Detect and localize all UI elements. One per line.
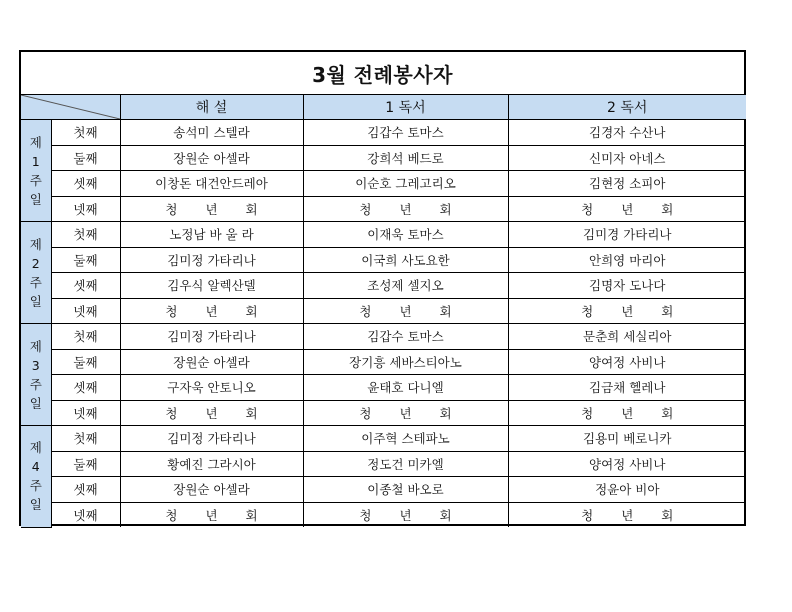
commentary-cell: 이창돈 대건안드레아 xyxy=(120,171,303,197)
week-label-char: 일 xyxy=(29,293,42,309)
column-header-reading-2: 2 독서 xyxy=(508,95,746,120)
week-label-char: 1 xyxy=(31,153,40,169)
reading-2-cell: 문춘희 세실리아 xyxy=(508,324,746,350)
ordinal-cell: 셋째 xyxy=(51,171,120,197)
reading-2-cell: 김경자 수산나 xyxy=(508,120,746,146)
reading-1-cell: 청년회 xyxy=(303,502,508,527)
ordinal-cell: 첫째 xyxy=(51,120,120,146)
reading-1-cell: 이국희 사도요한 xyxy=(303,247,508,273)
ordinal-cell: 셋째 xyxy=(51,273,120,299)
week-label-char: 2 xyxy=(31,255,40,271)
commentary-cell: 노정남 바 울 라 xyxy=(120,222,303,248)
table-row xyxy=(21,349,746,375)
reading-1-cell: 김갑수 토마스 xyxy=(303,120,508,146)
table-row xyxy=(21,426,746,452)
ordinal-cell: 첫째 xyxy=(51,324,120,350)
diagonal-line xyxy=(21,95,120,119)
reading-1-cell: 윤태호 다니엘 xyxy=(303,375,508,401)
commentary-cell: 황예진 그라시아 xyxy=(120,451,303,477)
table-row xyxy=(21,451,746,477)
reading-2-cell: 신미자 아네스 xyxy=(508,145,746,171)
week-label-char: 제 xyxy=(29,440,42,456)
commentary-cell: 장원순 아셀라 xyxy=(120,349,303,375)
column-header-reading-1: 1 독서 xyxy=(303,95,508,120)
ordinal-cell: 첫째 xyxy=(51,426,120,452)
reading-2-cell: 양여정 사비나 xyxy=(508,451,746,477)
reading-1-cell: 김갑수 토마스 xyxy=(303,324,508,350)
ordinal-cell: 둘째 xyxy=(51,247,120,273)
reading-1-cell: 이순호 그레고리오 xyxy=(303,171,508,197)
week-label xyxy=(21,222,51,324)
ordinal-cell: 둘째 xyxy=(51,451,120,477)
ordinal-cell: 둘째 xyxy=(51,349,120,375)
reading-1-cell: 정도건 미카엘 xyxy=(303,451,508,477)
reading-2-cell: 청년회 xyxy=(508,298,746,324)
ordinal-cell: 셋째 xyxy=(51,477,120,503)
commentary-cell: 구자욱 안토니오 xyxy=(120,375,303,401)
week-label-char: 제 xyxy=(29,338,42,354)
reading-2-cell: 김용미 베로니카 xyxy=(508,426,746,452)
commentary-cell: 장원순 아셀라 xyxy=(120,145,303,171)
reading-2-cell: 안희영 마리아 xyxy=(508,247,746,273)
week-label-char: 일 xyxy=(29,395,42,411)
commentary-cell: 김미정 가타리나 xyxy=(120,247,303,273)
reading-2-cell: 청년회 xyxy=(508,400,746,426)
week-label-char: 일 xyxy=(29,191,42,207)
commentary-cell: 청년회 xyxy=(120,502,303,527)
reading-2-cell: 김미경 가타리나 xyxy=(508,222,746,248)
table-row xyxy=(21,375,746,401)
header-row xyxy=(21,95,746,120)
week-label-char: 제 xyxy=(29,134,42,150)
table-row xyxy=(21,222,746,248)
table-row xyxy=(21,298,746,324)
ordinal-cell: 첫째 xyxy=(51,222,120,248)
week-label-char: 주 xyxy=(29,478,42,494)
reading-2-cell: 정윤아 비아 xyxy=(508,477,746,503)
reading-1-cell: 청년회 xyxy=(303,196,508,222)
reading-1-cell: 청년회 xyxy=(303,298,508,324)
commentary-cell: 김미정 가타리나 xyxy=(120,324,303,350)
reading-1-cell: 이종철 바오로 xyxy=(303,477,508,503)
table-row xyxy=(21,120,746,146)
week-label-char: 주 xyxy=(29,172,42,188)
table-row xyxy=(21,502,746,527)
table-row xyxy=(21,477,746,503)
table-row xyxy=(21,273,746,299)
week-label xyxy=(21,120,51,222)
schedule-table xyxy=(21,95,746,528)
week-label-char: 일 xyxy=(29,497,42,513)
ordinal-cell: 넷째 xyxy=(51,502,120,527)
week-label-char: 4 xyxy=(31,459,40,475)
commentary-cell: 청년회 xyxy=(120,196,303,222)
commentary-cell: 김미정 가타리나 xyxy=(120,426,303,452)
week-label-char: 주 xyxy=(29,376,42,392)
corner-cell xyxy=(21,95,120,120)
reading-1-cell: 이재욱 토마스 xyxy=(303,222,508,248)
week-label-char: 주 xyxy=(29,274,42,290)
commentary-cell: 청년회 xyxy=(120,298,303,324)
ordinal-cell: 둘째 xyxy=(51,145,120,171)
commentary-cell: 장원순 아셀라 xyxy=(120,477,303,503)
week-label xyxy=(21,324,51,426)
table-row xyxy=(21,196,746,222)
page-title: 3월 전례봉사자 xyxy=(21,52,744,95)
reading-2-cell: 김금채 헬레나 xyxy=(508,375,746,401)
table-row xyxy=(21,324,746,350)
table-row xyxy=(21,400,746,426)
ordinal-cell: 셋째 xyxy=(51,375,120,401)
table-row xyxy=(21,171,746,197)
reading-2-cell: 양여정 사비나 xyxy=(508,349,746,375)
ordinal-cell: 넷째 xyxy=(51,196,120,222)
commentary-cell: 송석미 스텔라 xyxy=(120,120,303,146)
reading-2-cell: 청년회 xyxy=(508,196,746,222)
week-label xyxy=(21,426,51,528)
table-row xyxy=(21,247,746,273)
reading-2-cell: 김현정 소피아 xyxy=(508,171,746,197)
reading-2-cell: 청년회 xyxy=(508,502,746,527)
week-label-char: 3 xyxy=(31,357,40,373)
reading-1-cell: 조성제 셀지오 xyxy=(303,273,508,299)
ordinal-cell: 넷째 xyxy=(51,298,120,324)
week-label-char: 제 xyxy=(29,236,42,252)
reading-1-cell: 청년회 xyxy=(303,400,508,426)
commentary-cell: 청년회 xyxy=(120,400,303,426)
ordinal-cell: 넷째 xyxy=(51,400,120,426)
column-header-commentary: 해 설 xyxy=(120,95,303,120)
reading-2-cell: 김명자 도나다 xyxy=(508,273,746,299)
schedule-sheet xyxy=(19,50,746,526)
reading-1-cell: 이주혁 스테파노 xyxy=(303,426,508,452)
reading-1-cell: 장기흥 세바스티아노 xyxy=(303,349,508,375)
reading-1-cell: 강희석 베드로 xyxy=(303,145,508,171)
table-row xyxy=(21,145,746,171)
commentary-cell: 김우식 알렉산델 xyxy=(120,273,303,299)
